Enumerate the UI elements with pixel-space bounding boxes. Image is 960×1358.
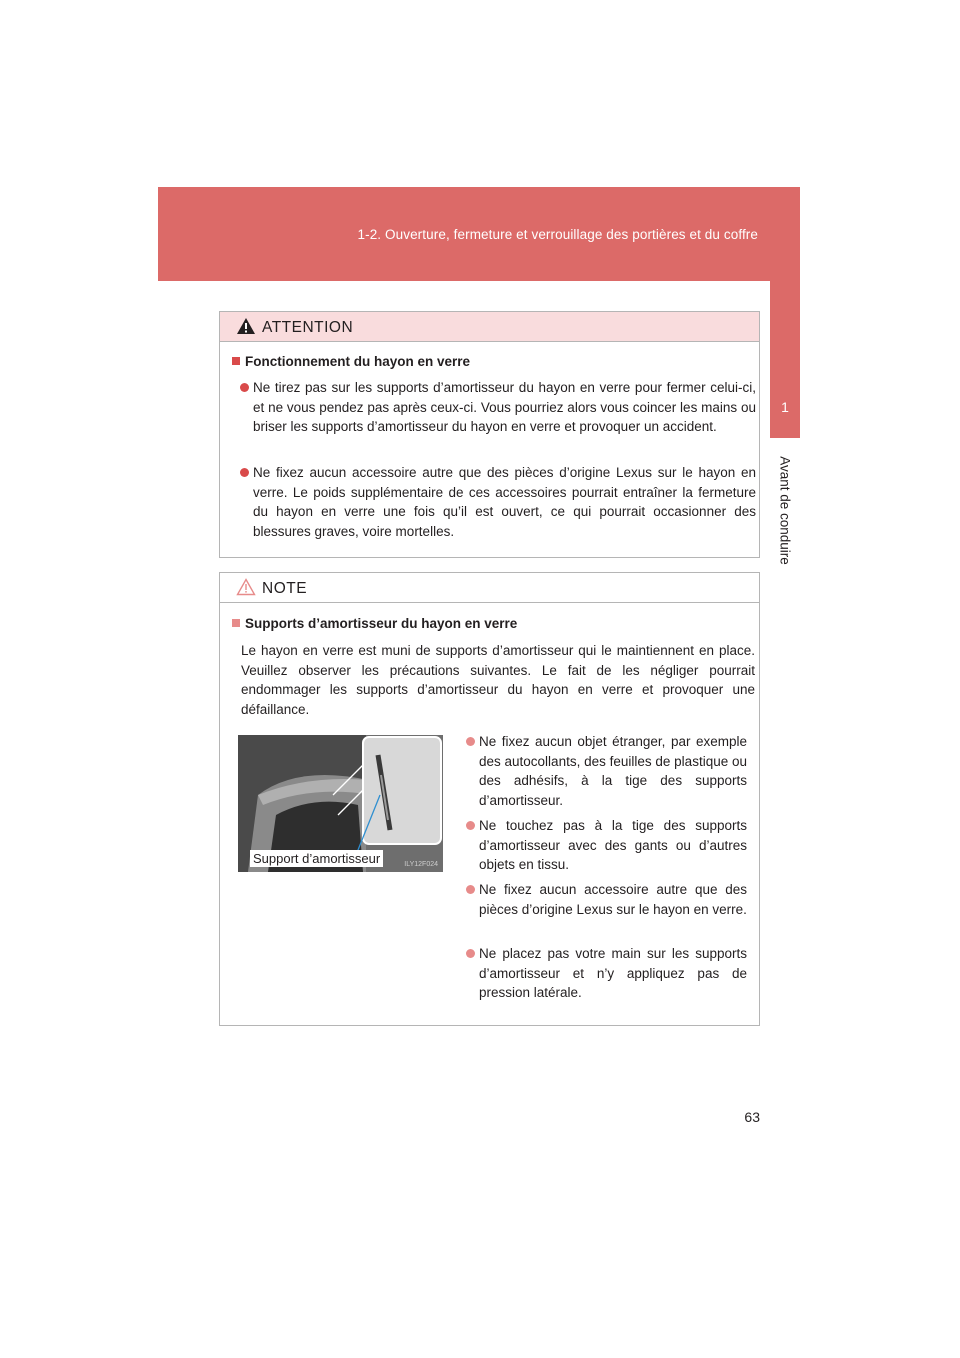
note-section-title bbox=[232, 616, 517, 631]
attention-header bbox=[220, 312, 759, 342]
square-bullet-icon bbox=[232, 619, 240, 627]
note-bullet bbox=[466, 732, 747, 810]
caution-triangle-icon bbox=[236, 578, 256, 596]
note-bullet-text: Ne fixez aucun accessoire autre que des pièces d’origine Lexus sur le hayon en verre. bbox=[479, 882, 747, 917]
bullet-dot-icon bbox=[466, 885, 475, 894]
square-bullet-icon bbox=[232, 357, 240, 365]
chapter-number: 1 bbox=[781, 399, 789, 415]
bullet-dot-icon bbox=[240, 383, 249, 392]
bullet-dot-icon bbox=[466, 821, 475, 830]
attention-bullet-text: Ne tirez pas sur les supports d’amortisseur du hayon en verre pour fermer celui-ci, et ne vous pendez pas après ceux-ci. Vous pourriez alors vous coincer les mains ou briser les supports d’amortisseur du hayon en verre et provoquer un accident. bbox=[253, 380, 756, 434]
attention-box bbox=[219, 311, 760, 558]
bullet-dot-icon bbox=[466, 949, 475, 958]
attention-bullet bbox=[240, 378, 756, 437]
section-header-title: 1-2. Ouverture, fermeture et verrouillage des portières et du coffre bbox=[357, 227, 758, 242]
chapter-label-container bbox=[770, 445, 800, 575]
attention-bullet bbox=[240, 463, 756, 541]
attention-section-title-text: Fonctionnement du hayon en verre bbox=[245, 354, 471, 369]
note-header bbox=[220, 573, 759, 603]
note-box bbox=[219, 572, 760, 1026]
note-bullet-text: Ne touchez pas à la tige des supports d’amortisseur avec des gants ou d’autres objets en tissu. bbox=[479, 818, 747, 872]
note-bullet bbox=[466, 816, 747, 875]
chapter-label: Avant de conduire bbox=[777, 456, 793, 565]
note-bullet-text: Ne placez pas votre main sur les supports d’amortisseur et n’y appliquez pas de pression latérale. bbox=[479, 946, 747, 1000]
image-code: ILY12F024 bbox=[404, 861, 438, 868]
note-bullet bbox=[466, 944, 747, 1003]
attention-heading: ATTENTION bbox=[262, 319, 354, 336]
note-section-title-text: Supports d’amortisseur du hayon en verre bbox=[245, 616, 518, 631]
attention-section-title bbox=[232, 354, 470, 369]
bullet-dot-icon bbox=[466, 737, 475, 746]
note-bullet bbox=[466, 880, 747, 919]
image-caption: Support d’amortisseur bbox=[250, 850, 383, 867]
warning-triangle-icon bbox=[236, 317, 256, 335]
chapter-tab bbox=[770, 281, 800, 438]
note-paragraph: Le hayon en verre est muni de supports d’amortisseur qui le maintiennent en place. Veuillez observer les précautions suivantes. Le fait de les négliger pourrait endommager les supports d’amortisseur du hayon en verre et provoquer une défaillance. bbox=[241, 643, 755, 717]
note-heading: NOTE bbox=[262, 580, 308, 597]
glass-hatch-photo bbox=[238, 735, 443, 872]
bullet-dot-icon bbox=[240, 468, 249, 477]
note-bullet-text: Ne fixez aucun objet étranger, par exemple des autocollants, des feuilles de plastique ou des adhésifs, à la tige des supports d’amortisseur. bbox=[479, 734, 747, 808]
header-band bbox=[158, 187, 800, 281]
attention-bullet-text: Ne fixez aucun accessoire autre que des pièces d’origine Lexus sur le hayon en verre. Le poids supplémentaire de ces accessoires pourrait entraîner la fermeture du hayon en verre une fois qu’il est ouvert, ce qui pourrait occasionner des blessures graves, voire mortelles. bbox=[253, 465, 756, 539]
page-number: 63 bbox=[744, 1109, 760, 1125]
